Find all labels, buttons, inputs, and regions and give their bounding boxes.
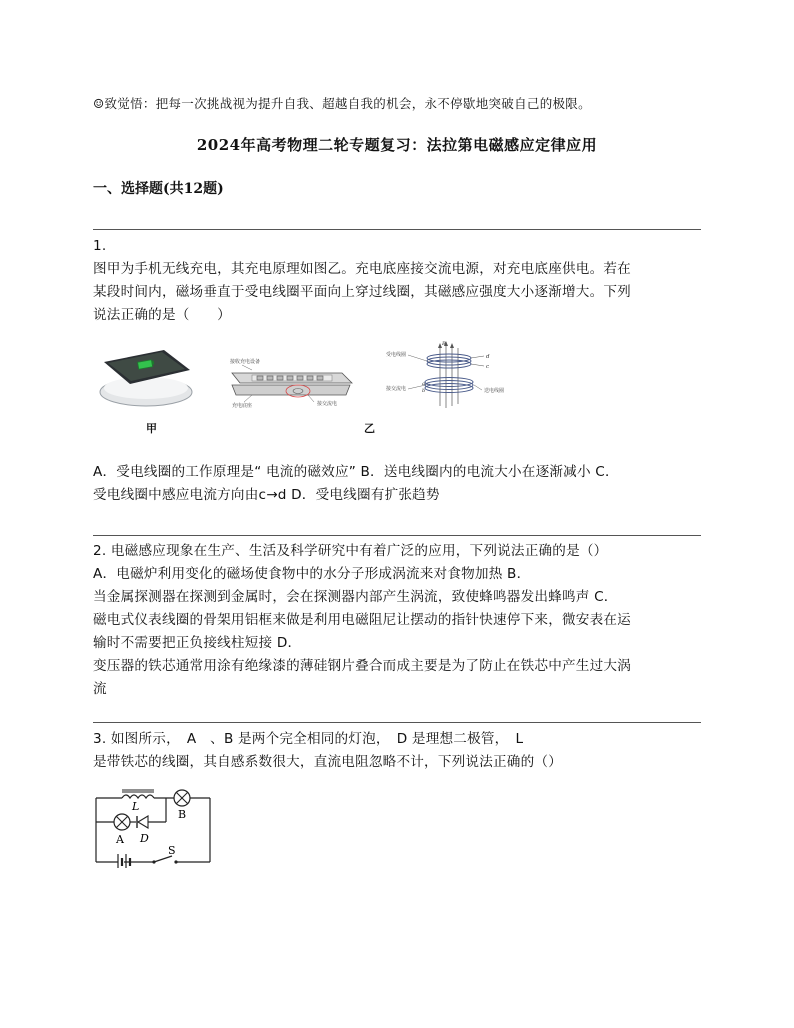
label-c: c <box>486 364 490 370</box>
label-send-coil: 送电线圈 <box>484 388 505 394</box>
label-ac2: 接交流电 <box>386 386 407 392</box>
label-ac: 接交流电 <box>317 401 338 407</box>
question-3 <box>93 728 703 774</box>
label-a: a <box>422 381 425 387</box>
question-2 <box>93 540 703 701</box>
question-line: 图甲为手机无线充电，其充电原理如图乙。充电底座接交流电源，对充电底座供电。若在 <box>93 261 631 277</box>
question-line: 3. 如图所示， A 、B 是两个完全相同的灯泡， D 是理想二极管， L <box>93 731 524 747</box>
label-A: A <box>116 833 124 846</box>
page-title: 2024年高考物理二轮专题复习：法拉第电磁感应定律应用 <box>196 136 598 154</box>
label-L: L <box>132 800 140 813</box>
question-1 <box>93 235 703 327</box>
question-line: 磁电式仪表线圈的骨架用铝框来做是利用电磁阻尼让摆动的指针快速停下来，微安表在运 <box>93 612 631 628</box>
question-line: 输时不需要把正负接线柱短接 D． <box>93 635 302 651</box>
question-line: 流 <box>93 681 107 697</box>
label-B: B <box>442 341 446 347</box>
label-base: 充电底座 <box>232 403 253 409</box>
coils-diagram <box>384 340 514 410</box>
label-device: 接收充电设备 <box>230 359 261 365</box>
circuit-diagram <box>92 786 216 868</box>
options-line: 受电线圈中感应电流方向由c→d D．受电线圈有扩张趋势 <box>93 487 440 503</box>
question-1-options <box>93 461 703 507</box>
divider-q3 <box>93 722 701 723</box>
label-d: d <box>486 354 490 360</box>
options-line: A．受电线圈的工作原理是“ 电流的磁效应” B．送电线圈内的电流大小在逐渐减小 C． <box>93 464 619 480</box>
motto-line: ☺致觉悟：把每一次挑战视为提升自我、超越自我的机会，永不停歇地突破自己的极限。 <box>93 96 591 111</box>
phone-charger-image <box>94 344 194 412</box>
question-line: 变压器的铁芯通常用涂有绝缘漆的薄硅钢片叠合而成主要是为了防止在铁芯中产生过大涡 <box>93 658 631 674</box>
charging-base-diagram <box>222 355 362 411</box>
question-line: A．电磁炉利用变化的磁场使食物中的水分子形成涡流来对食物加热 B． <box>93 566 531 582</box>
figure-caption-jia: 甲 <box>146 422 157 435</box>
label-B: B <box>178 808 187 821</box>
question-line: 某段时间内，磁场垂直于受电线圈平面向上穿过线圈，其磁感应强度大小逐渐增大。下列 <box>93 284 631 300</box>
label-recv-coil: 受电线圈 <box>386 352 407 358</box>
label-b: b <box>422 388 426 394</box>
question-line: 当金属探测器在探测到金属时，会在探测器内部产生涡流，致使蜂鸣器发出蜂鸣声 C． <box>93 589 618 605</box>
question-line: 说法正确的是（ ） <box>93 307 231 323</box>
label-S: S <box>168 844 176 857</box>
label-D: D <box>140 832 149 845</box>
divider-q1 <box>93 229 701 230</box>
question-line: 是带铁芯的线圈，其自感系数很大，直流电阻忽略不计，下列说法正确的（） <box>93 754 562 770</box>
question-number: 1. <box>93 238 107 254</box>
divider-q2 <box>93 535 701 536</box>
figure-caption-yi: 乙 <box>364 422 375 435</box>
question-line: 2. 电磁感应现象在生产、生活及科学研究中有着广泛的应用，下列说法正确的是（） <box>93 543 608 559</box>
section-heading: 一、选择题(共12题) <box>93 181 224 197</box>
